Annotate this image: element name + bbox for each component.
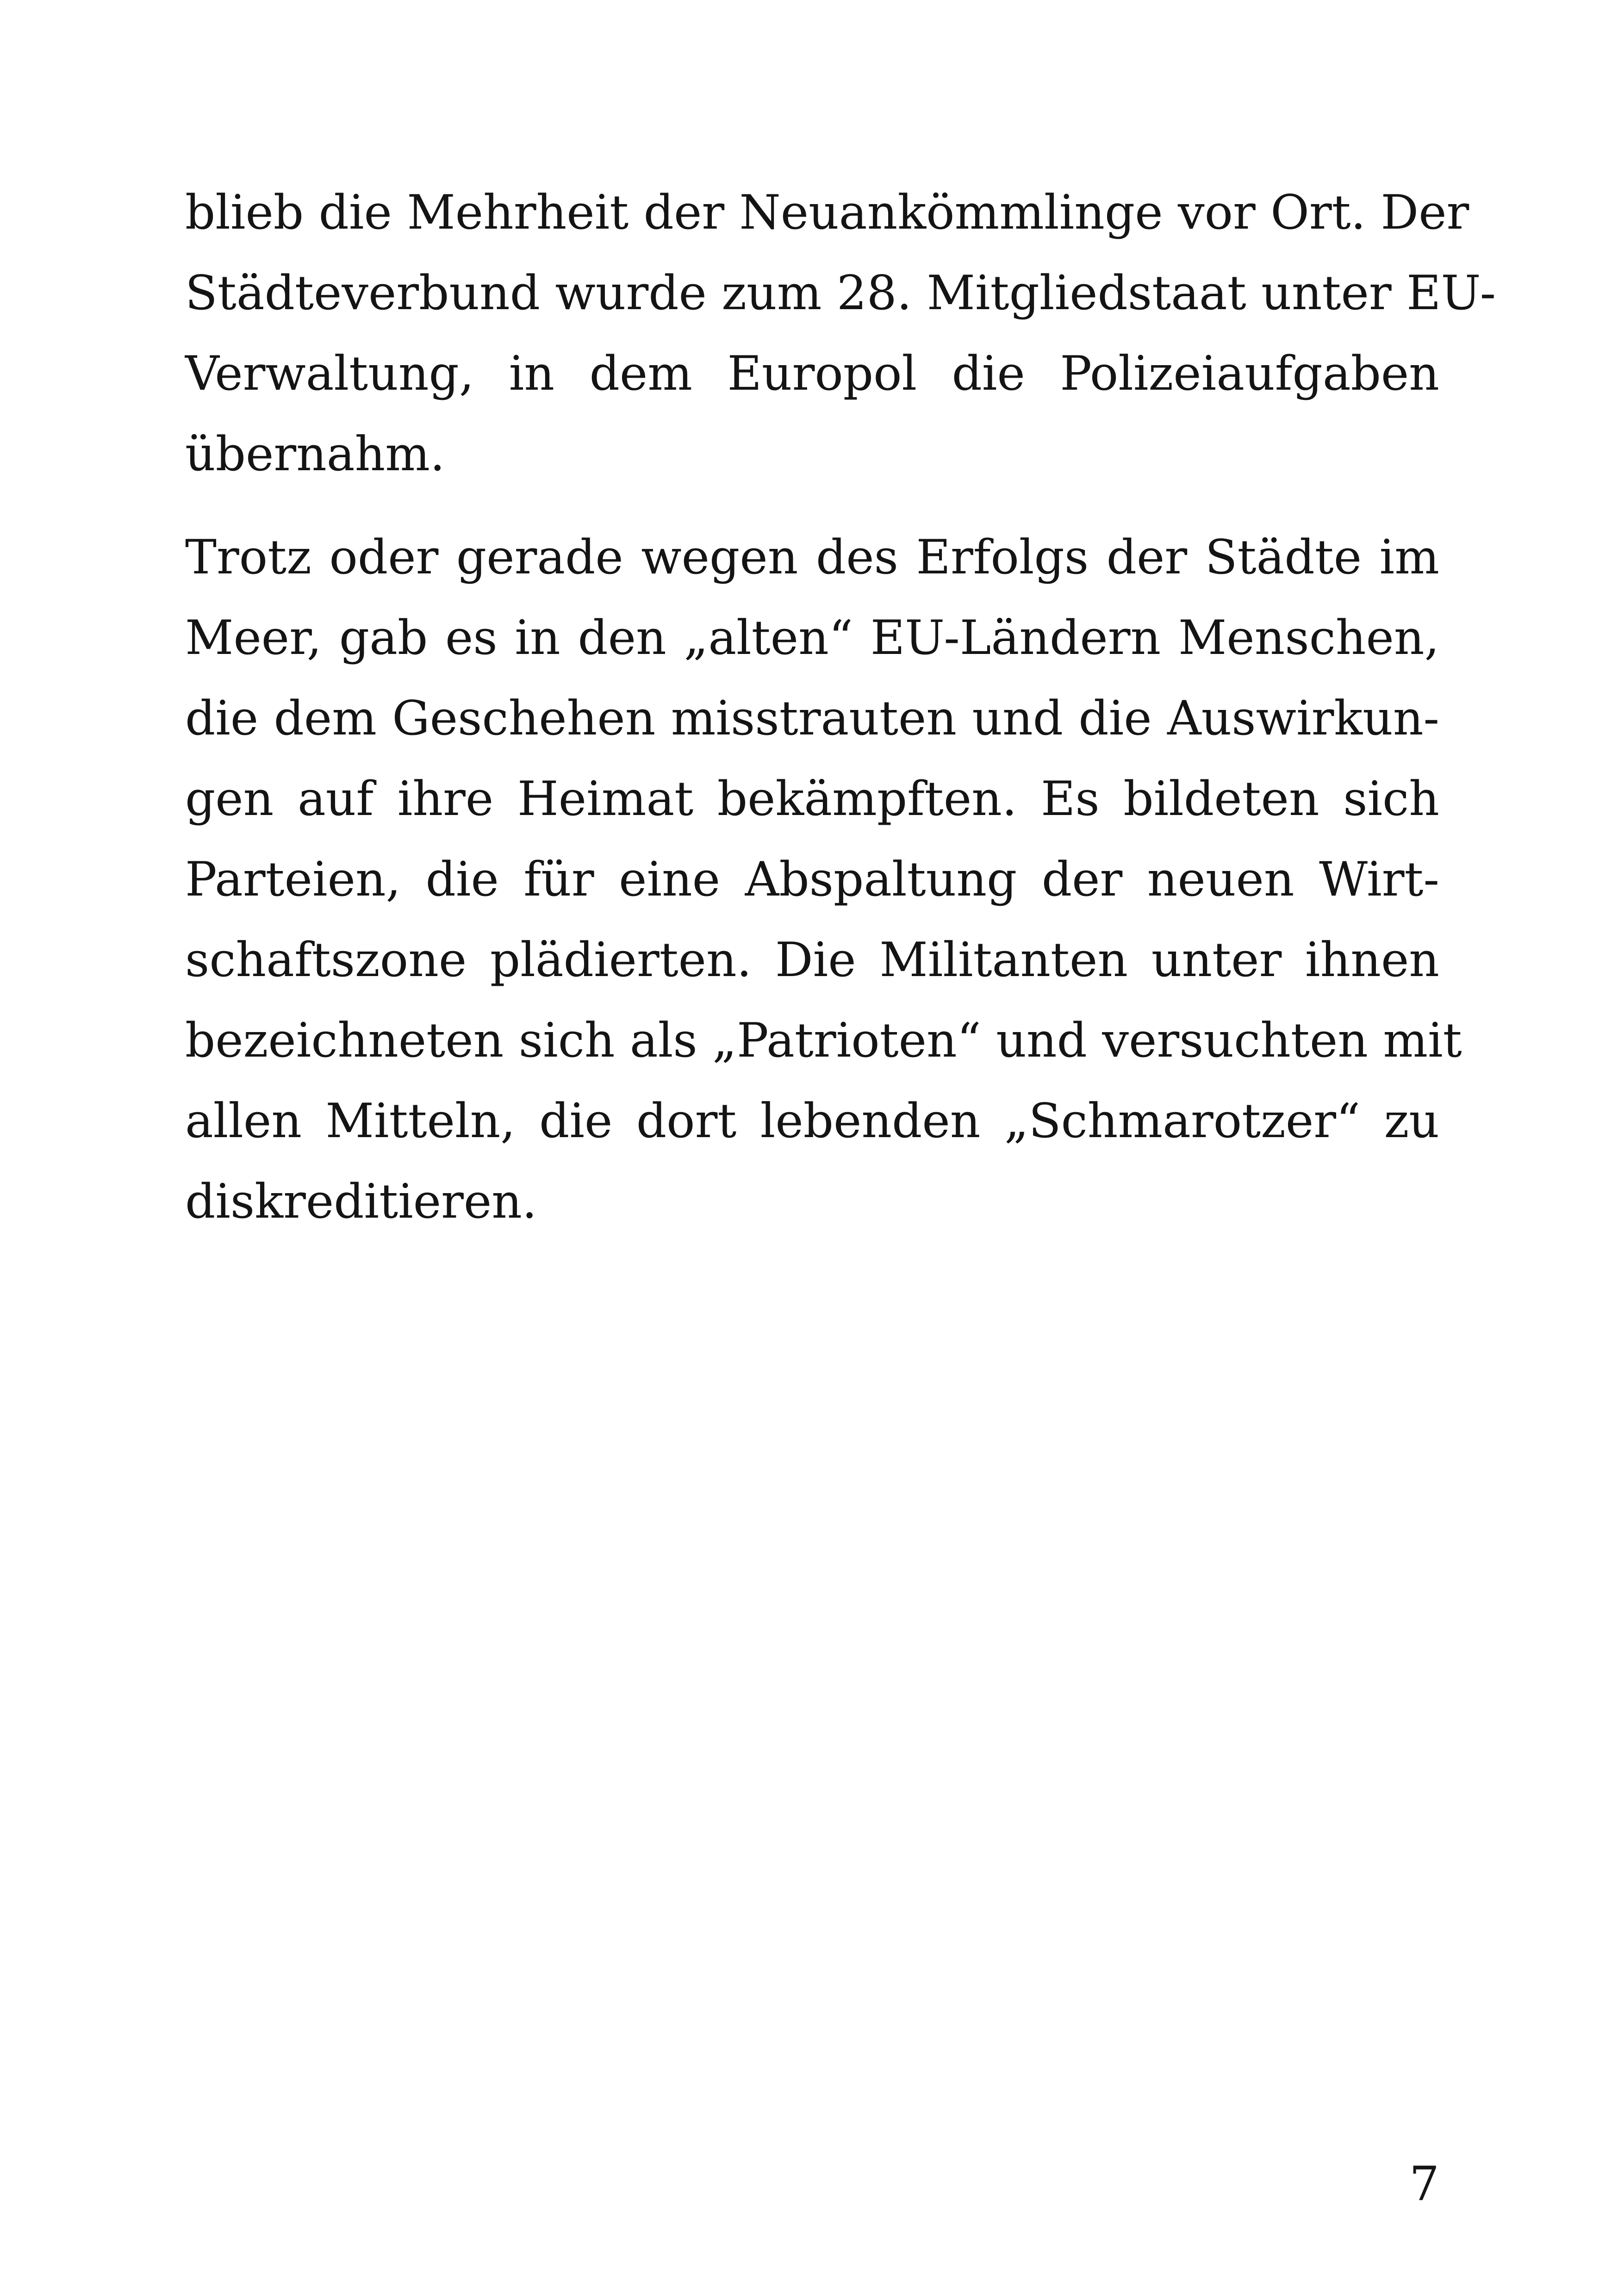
paragraph-2 [185,517,1462,1242]
page-number: 7 [1409,2157,1439,2212]
text-line: gen auf ihre Heimat bekämpften. Es bildeten sich [185,772,1439,827]
text-line: blieb die Mehrheit der Neuankömmlinge vor Ort. Der [185,185,1469,240]
text-line: schaftszone plädierten. Die Militanten unter ihnen [185,933,1439,988]
text-line: Parteien, die für eine Abspaltung der neuen Wirt- [185,852,1439,907]
text-line: diskreditieren. [185,1174,537,1229]
text-line: die dem Geschehen misstrauten und die Auswirkun- [185,691,1439,746]
text-line: Trotz oder gerade wegen des Erfolgs der Städte im [185,530,1439,585]
text-line: bezeichneten sich als „Patrioten“ und versuchten mit [185,1013,1462,1068]
paragraph-1 [185,173,1496,495]
text-line: allen Mitteln, die dort lebenden „Schmarotzer“ zu [185,1094,1439,1149]
text-line: Städteverbund wurde zum 28. Mitgliedstaat unter EU- [185,266,1496,321]
text-line: Verwaltung, in dem Europol die Polizeiaufgaben [185,346,1439,401]
text-line: übernahm. [185,427,445,482]
text-line: Meer, gab es in den „alten“ EU-Ländern Menschen, [185,610,1439,666]
